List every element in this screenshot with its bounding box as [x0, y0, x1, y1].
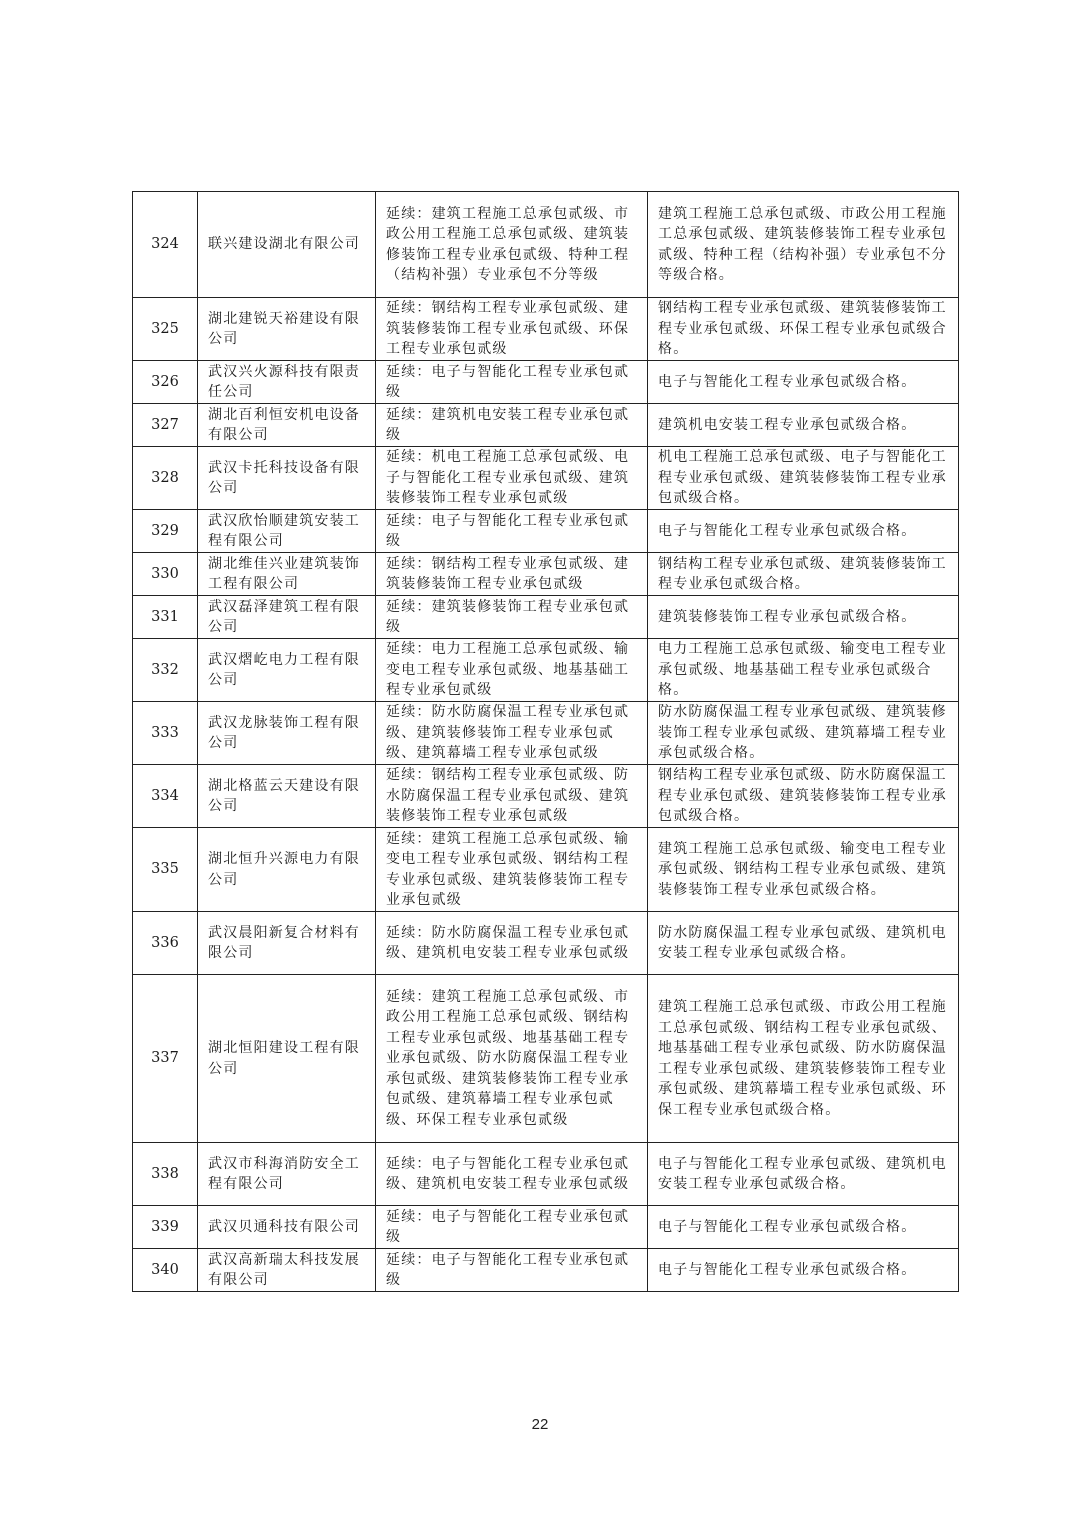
company-name: 湖北恒阳建设工程有限公司 [198, 975, 376, 1143]
company-name: 湖北恒升兴源电力有限公司 [198, 828, 376, 912]
row-number: 338 [133, 1143, 198, 1206]
row-number: 331 [133, 596, 198, 639]
company-name: 武汉欣怡顺建筑安装工程有限公司 [198, 510, 376, 553]
review-result: 建筑机电安装工程专业承包贰级合格。 [648, 404, 959, 447]
company-name: 武汉兴火源科技有限责任公司 [198, 361, 376, 404]
company-name: 湖北百利恒安机电设备有限公司 [198, 404, 376, 447]
row-number: 336 [133, 912, 198, 975]
review-result: 电子与智能化工程专业承包贰级合格。 [648, 1206, 959, 1249]
application-content: 延续：机电工程施工总承包贰级、电子与智能化工程专业承包贰级、建筑装修装饰工程专业承包贰级 [376, 447, 648, 510]
row-number: 340 [133, 1249, 198, 1292]
table-row [133, 702, 959, 765]
company-name: 联兴建设湖北有限公司 [198, 192, 376, 298]
company-name: 武汉熠屹电力工程有限公司 [198, 639, 376, 702]
row-number: 328 [133, 447, 198, 510]
application-content: 延续：电子与智能化工程专业承包贰级、建筑机电安装工程专业承包贰级 [376, 1143, 648, 1206]
review-result: 电子与智能化工程专业承包贰级合格。 [648, 510, 959, 553]
table-row [133, 404, 959, 447]
application-content: 延续：建筑机电安装工程专业承包贰级 [376, 404, 648, 447]
review-result: 防水防腐保温工程专业承包贰级、建筑机电安装工程专业承包贰级合格。 [648, 912, 959, 975]
company-name: 武汉龙脉装饰工程有限公司 [198, 702, 376, 765]
qualification-table [132, 191, 959, 1292]
table-row [133, 1143, 959, 1206]
application-content: 延续：建筑装修装饰工程专业承包贰级 [376, 596, 648, 639]
review-result: 建筑工程施工总承包贰级、市政公用工程施工总承包贰级、钢结构工程专业承包贰级、地基基础工程专业承包贰级、防水防腐保温工程专业承包贰级、建筑装修装饰工程专业承包贰级、建筑幕墙工程专业承包贰级、环保工程专业承包贰级合格。 [648, 975, 959, 1143]
table-row [133, 192, 959, 298]
page-number: 22 [531, 1416, 549, 1433]
company-name: 湖北维佳兴业建筑装饰工程有限公司 [198, 553, 376, 596]
company-name: 湖北格蓝云天建设有限公司 [198, 765, 376, 828]
table-row [133, 828, 959, 912]
application-content: 延续：建筑工程施工总承包贰级、市政公用工程施工总承包贰级、钢结构工程专业承包贰级、地基基础工程专业承包贰级、防水防腐保温工程专业承包贰级、建筑装修装饰工程专业承包贰级、建筑幕墙工程专业承包贰级、环保工程专业承包贰级 [376, 975, 648, 1143]
company-name: 武汉市科海消防安全工程有限公司 [198, 1143, 376, 1206]
application-content: 延续：电子与智能化工程专业承包贰级 [376, 1249, 648, 1292]
review-result: 电子与智能化工程专业承包贰级、建筑机电安装工程专业承包贰级合格。 [648, 1143, 959, 1206]
table-row [133, 1206, 959, 1249]
application-content: 延续：防水防腐保温工程专业承包贰级、建筑机电安装工程专业承包贰级 [376, 912, 648, 975]
company-name: 武汉晨阳新复合材料有限公司 [198, 912, 376, 975]
application-content: 延续：钢结构工程专业承包贰级、建筑装修装饰工程专业承包贰级 [376, 553, 648, 596]
row-number: 335 [133, 828, 198, 912]
application-content: 延续：建筑工程施工总承包贰级、输变电工程专业承包贰级、钢结构工程专业承包贰级、建筑装修装饰工程专业承包贰级 [376, 828, 648, 912]
table-row [133, 553, 959, 596]
table-row [133, 765, 959, 828]
table-row [133, 447, 959, 510]
row-number: 326 [133, 361, 198, 404]
company-name: 武汉贝通科技有限公司 [198, 1206, 376, 1249]
application-content: 延续：电子与智能化工程专业承包贰级 [376, 1206, 648, 1249]
company-name: 武汉高新瑞太科技发展有限公司 [198, 1249, 376, 1292]
table-row [133, 596, 959, 639]
row-number: 325 [133, 298, 198, 361]
company-name: 湖北建锐天裕建设有限公司 [198, 298, 376, 361]
row-number: 324 [133, 192, 198, 298]
table-body [133, 192, 959, 1292]
review-result: 机电工程施工总承包贰级、电子与智能化工程专业承包贰级、建筑装修装饰工程专业承包贰级合格。 [648, 447, 959, 510]
review-result: 钢结构工程专业承包贰级、防水防腐保温工程专业承包贰级、建筑装修装饰工程专业承包贰级合格。 [648, 765, 959, 828]
review-result: 电力工程施工总承包贰级、输变电工程专业承包贰级、地基基础工程专业承包贰级合格。 [648, 639, 959, 702]
company-name: 武汉磊泽建筑工程有限公司 [198, 596, 376, 639]
review-result: 建筑装修装饰工程专业承包贰级合格。 [648, 596, 959, 639]
review-result: 电子与智能化工程专业承包贰级合格。 [648, 361, 959, 404]
application-content: 延续：钢结构工程专业承包贰级、建筑装修装饰工程专业承包贰级、环保工程专业承包贰级 [376, 298, 648, 361]
application-content: 延续：电力工程施工总承包贰级、输变电工程专业承包贰级、地基基础工程专业承包贰级 [376, 639, 648, 702]
application-content: 延续：建筑工程施工总承包贰级、市政公用工程施工总承包贰级、建筑装修装饰工程专业承包贰级、特种工程（结构补强）专业承包不分等级 [376, 192, 648, 298]
row-number: 329 [133, 510, 198, 553]
table-row [133, 1249, 959, 1292]
review-result: 建筑工程施工总承包贰级、市政公用工程施工总承包贰级、建筑装修装饰工程专业承包贰级、特种工程（结构补强）专业承包不分等级合格。 [648, 192, 959, 298]
review-result: 钢结构工程专业承包贰级、建筑装修装饰工程专业承包贰级、环保工程专业承包贰级合格。 [648, 298, 959, 361]
application-content: 延续：防水防腐保温工程专业承包贰级、建筑装修装饰工程专业承包贰级、建筑幕墙工程专业承包贰级 [376, 702, 648, 765]
table-row [133, 912, 959, 975]
row-number: 330 [133, 553, 198, 596]
table-row [133, 298, 959, 361]
company-name: 武汉卡托科技设备有限公司 [198, 447, 376, 510]
row-number: 337 [133, 975, 198, 1143]
table-row [133, 639, 959, 702]
row-number: 334 [133, 765, 198, 828]
application-content: 延续：钢结构工程专业承包贰级、防水防腐保温工程专业承包贰级、建筑装修装饰工程专业承包贰级 [376, 765, 648, 828]
row-number: 327 [133, 404, 198, 447]
table-row [133, 361, 959, 404]
review-result: 钢结构工程专业承包贰级、建筑装修装饰工程专业承包贰级合格。 [648, 553, 959, 596]
row-number: 333 [133, 702, 198, 765]
table-row [133, 975, 959, 1143]
table-row [133, 510, 959, 553]
review-result: 建筑工程施工总承包贰级、输变电工程专业承包贰级、钢结构工程专业承包贰级、建筑装修装饰工程专业承包贰级合格。 [648, 828, 959, 912]
review-result: 电子与智能化工程专业承包贰级合格。 [648, 1249, 959, 1292]
application-content: 延续：电子与智能化工程专业承包贰级 [376, 510, 648, 553]
row-number: 332 [133, 639, 198, 702]
application-content: 延续：电子与智能化工程专业承包贰级 [376, 361, 648, 404]
review-result: 防水防腐保温工程专业承包贰级、建筑装修装饰工程专业承包贰级、建筑幕墙工程专业承包贰级合格。 [648, 702, 959, 765]
row-number: 339 [133, 1206, 198, 1249]
